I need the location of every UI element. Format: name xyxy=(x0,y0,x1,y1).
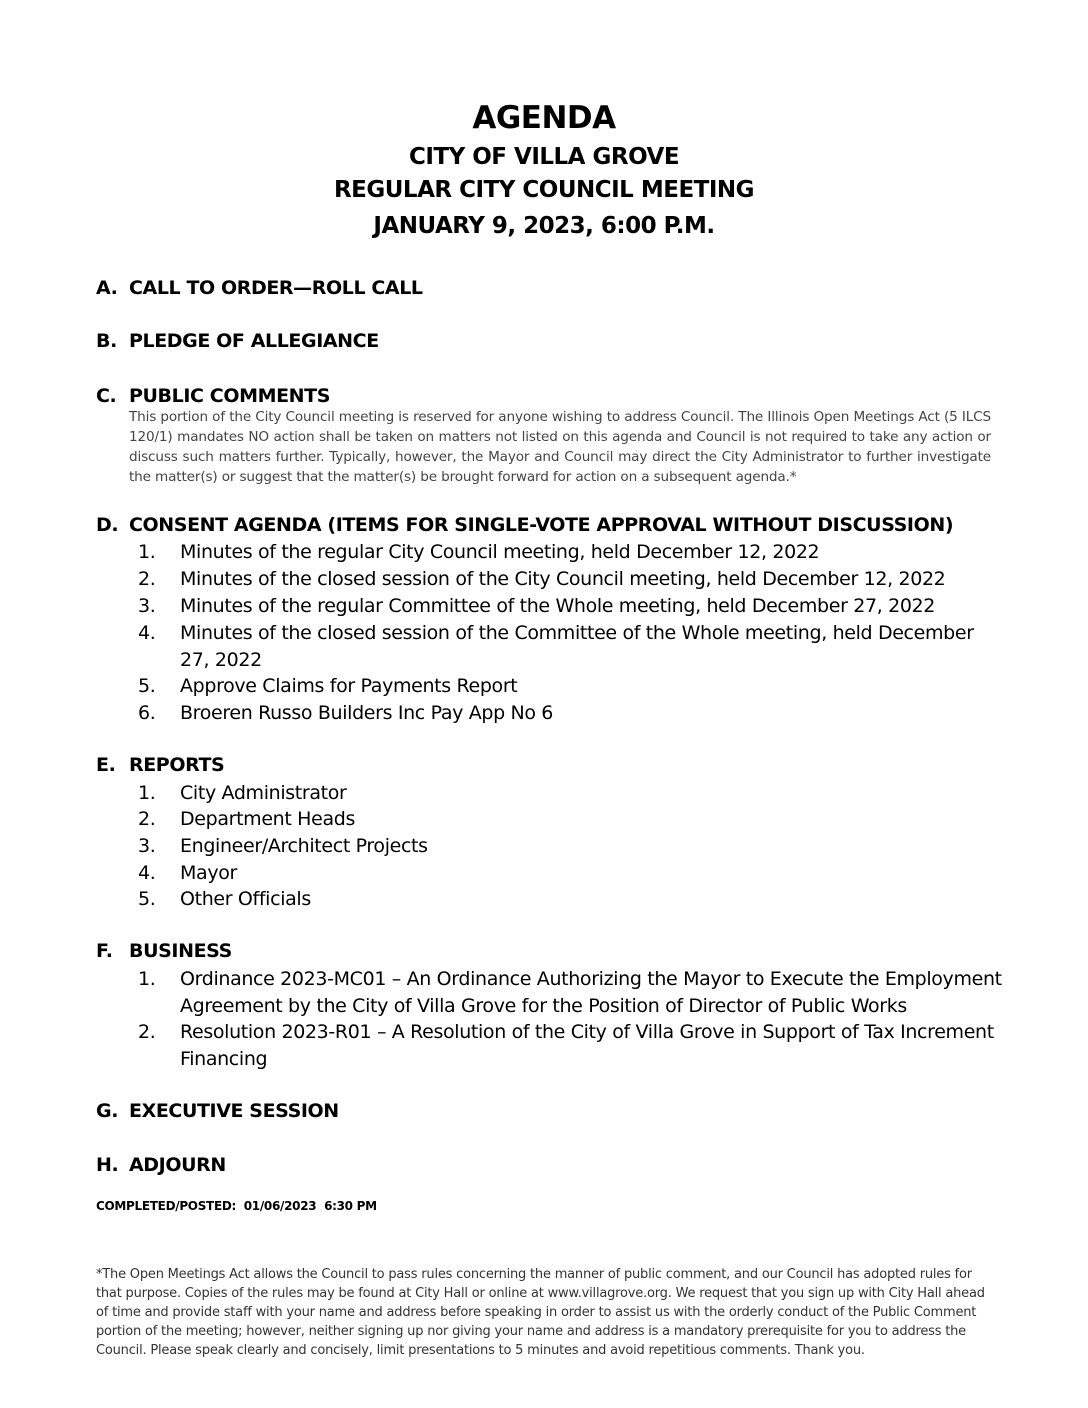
consent-item xyxy=(138,566,1008,593)
item-text: Minutes of the closed session of the City Council meeting, held December 12, 2022 xyxy=(180,568,946,590)
section-letter: B. xyxy=(96,330,117,352)
consent-item xyxy=(138,539,1008,566)
section-title: EXECUTIVE SESSION xyxy=(129,1100,339,1122)
item-text: Approve Claims for Payments Report xyxy=(180,675,518,697)
public-comments-description: This portion of the City Council meeting is reserved for anyone wishing to address Council. The Illinois Open Meetings Act (5 ILCS 120/1) mandates NO action shall be taken on matters not listed on this agenda and Council is not required to take any action or discuss such matters further. Typically, however, the Mayor and Council may direct the City Administrator to further investigate the matter(s) or suggest that the matter(s) be brought forward for action on a subsequent agenda.* xyxy=(129,409,991,485)
item-text: Resolution 2023-R01 – A Resolution of the City of Villa Grove in Support of Tax Increment Financing xyxy=(180,1021,994,1070)
section-title: PLEDGE OF ALLEGIANCE xyxy=(129,330,379,352)
item-number: 1. xyxy=(138,782,156,804)
agenda-title: AGENDA xyxy=(472,100,616,136)
section-letter: E. xyxy=(96,754,116,776)
business-item xyxy=(138,1019,1008,1073)
section-letter: A. xyxy=(96,277,118,299)
section-letter: G. xyxy=(96,1100,119,1122)
item-number: 4. xyxy=(138,622,156,644)
consent-item xyxy=(138,593,1008,620)
item-text: Broeren Russo Builders Inc Pay App No 6 xyxy=(180,702,554,724)
section-title: ADJOURN xyxy=(129,1154,226,1176)
item-text: Mayor xyxy=(180,862,237,884)
section-business xyxy=(96,940,232,962)
section-title: CONSENT AGENDA (ITEMS FOR SINGLE-VOTE APPROVAL WITHOUT DISCUSSION) xyxy=(129,514,954,536)
item-text: Ordinance 2023-MC01 – An Ordinance Authorizing the Mayor to Execute the Employment Agreement by the City of Villa Grove for the Position of Director of Public Works xyxy=(180,968,1002,1017)
footnote: *The Open Meetings Act allows the Council to pass rules concerning the manner of public comment, and our Council has adopted rules for that purpose. Copies of the rules may be found at City Hall or online at www.villagrove.org. We request that you sign up with City Hall ahead of time and provide staff with your name and address before speaking in order to assist us with the orderly conduct of the Public Comment portion of the meeting; however, neither signing up nor giving your name and address is a mandatory prerequisite for you to address the Council. Please speak clearly and concisely, limit presentations to 5 minutes and avoid repetitious comments. Thank you. xyxy=(96,1267,985,1358)
item-number: 2. xyxy=(138,568,156,590)
section-pledge xyxy=(96,330,379,352)
section-executive-session xyxy=(96,1100,339,1122)
report-item xyxy=(138,886,1008,913)
item-number: 5. xyxy=(138,888,156,910)
item-text: Other Officials xyxy=(180,888,311,910)
item-text: Minutes of the closed session of the Committee of the Whole meeting, held December 27, 2022 xyxy=(180,622,974,671)
meeting-date: JANUARY 9, 2023, 6:00 P.M. xyxy=(373,213,715,239)
section-public-comments xyxy=(96,385,330,407)
item-text: Department Heads xyxy=(180,808,355,830)
section-title: CALL TO ORDER—ROLL CALL xyxy=(129,277,423,299)
consent-item xyxy=(138,673,1008,700)
item-text: Minutes of the regular Committee of the Whole meeting, held December 27, 2022 xyxy=(180,595,936,617)
section-letter: D. xyxy=(96,514,119,536)
section-reports xyxy=(96,754,224,776)
city-name: CITY OF VILLA GROVE xyxy=(408,144,680,170)
report-item xyxy=(138,806,1008,833)
item-number: 2. xyxy=(138,808,156,830)
section-title: PUBLIC COMMENTS xyxy=(129,385,331,407)
item-text: Engineer/Architect Projects xyxy=(180,835,428,857)
section-letter: C. xyxy=(96,385,117,407)
item-number: 1. xyxy=(138,541,156,563)
item-number: 2. xyxy=(138,1021,156,1043)
item-text: City Administrator xyxy=(180,782,347,804)
item-text: Minutes of the regular City Council meeting, held December 12, 2022 xyxy=(180,541,820,563)
section-title: BUSINESS xyxy=(129,940,232,962)
report-item xyxy=(138,780,1008,807)
consent-item xyxy=(138,620,1008,674)
section-call-to-order xyxy=(96,277,423,299)
section-title: REPORTS xyxy=(129,754,225,776)
report-item xyxy=(138,833,1008,860)
consent-item xyxy=(138,700,1008,727)
item-number: 1. xyxy=(138,968,156,990)
item-number: 3. xyxy=(138,595,156,617)
section-letter: F. xyxy=(96,940,113,962)
business-item xyxy=(138,966,1008,1020)
meeting-type: REGULAR CITY COUNCIL MEETING xyxy=(333,177,755,203)
section-consent-agenda xyxy=(96,514,953,536)
item-number: 5. xyxy=(138,675,156,697)
section-letter: H. xyxy=(96,1154,119,1176)
item-number: 4. xyxy=(138,862,156,884)
report-item xyxy=(138,860,1008,887)
posted-timestamp: COMPLETED/POSTED: 01/06/2023 6:30 PM xyxy=(96,1199,377,1213)
section-adjourn xyxy=(96,1154,226,1176)
item-number: 6. xyxy=(138,702,156,724)
item-number: 3. xyxy=(138,835,156,857)
